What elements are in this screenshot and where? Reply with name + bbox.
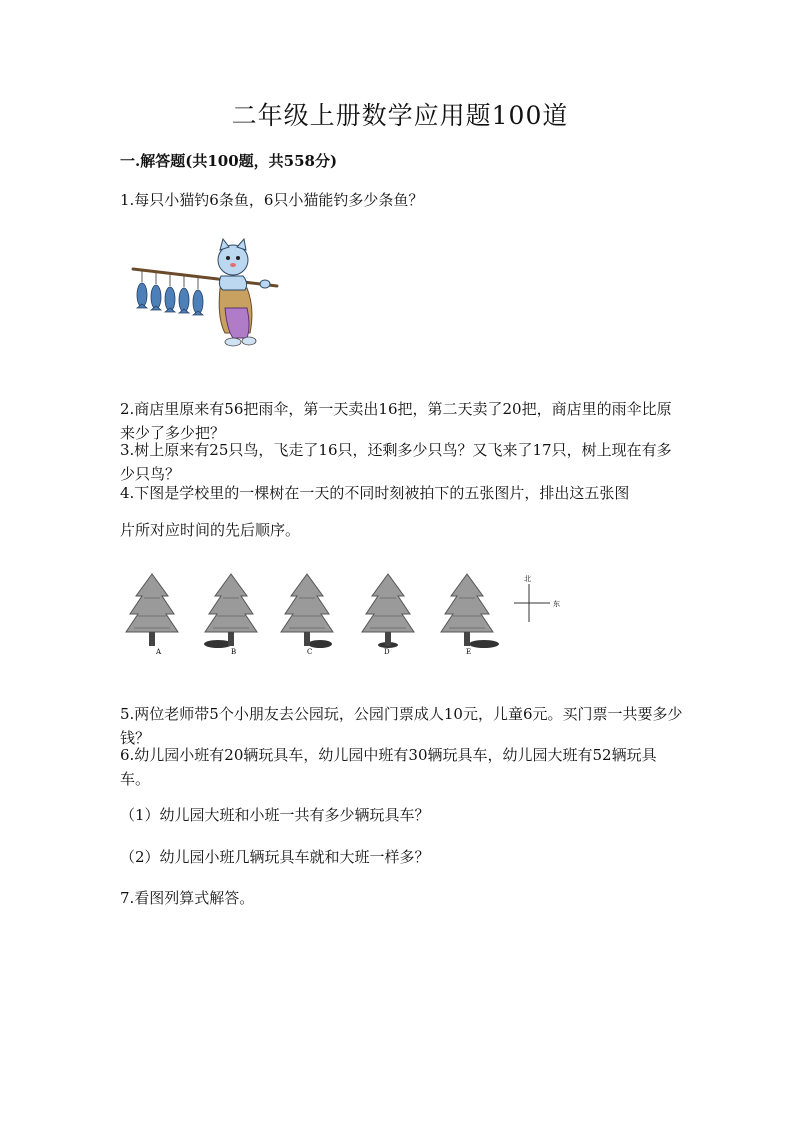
question-6-part-2: （2）幼儿园小班几辆玩具车就和大班一样多？ — [120, 848, 430, 866]
question-1: 1.每只小猫钓6条鱼，6只小猫能钓多少条鱼？ — [120, 191, 424, 209]
page-title: 二年级上册数学应用题100道 — [231, 101, 569, 130]
compass-east-label: 东 — [553, 600, 560, 608]
tree-label-b: B — [231, 648, 237, 656]
compass — [514, 584, 550, 622]
tree-a — [126, 574, 178, 656]
question-6: 6.幼儿园小班有20辆玩具车，幼儿园中班有30辆玩具车，幼儿园大班有52辆玩具车。 — [120, 746, 657, 788]
cat-figure — [218, 239, 270, 346]
question-3: 3.树上原来有25只鸟，飞走了16只，还剩多少只鸟？又飞来了17只，树上现在有多少只鸟？ — [120, 441, 672, 483]
question-4: 4.下图是学校里的一棵树在一天的不同时刻被拍下的五张图片，排出这五张图 — [120, 484, 630, 502]
question-6-part-1: （1）幼儿园大班和小班一共有多少辆玩具车？ — [120, 806, 430, 824]
tree-label-e: E — [466, 648, 472, 656]
tree-d — [362, 574, 414, 656]
question-4-continued: 片所对应时间的先后顺序。 — [120, 521, 301, 539]
section-heading: 一.解答题(共100题，共558分) — [120, 152, 338, 170]
question-7: 7.看图列算式解答。 — [120, 889, 255, 907]
tree-label-a: A — [156, 648, 162, 656]
tree-label-c: C — [307, 648, 313, 656]
question-5: 5.两位老师带5个小朋友去公园玩，公园门票成人10元，儿童6元。买门票一共要多少钱？ — [120, 705, 683, 747]
tree-c — [281, 574, 333, 656]
tree-shadow-figure — [118, 570, 578, 665]
tree-label-d: D — [384, 648, 390, 656]
tree-b — [204, 574, 257, 656]
cat-fishing-illustration — [125, 238, 285, 350]
question-2: 2.商店里原来有56把雨伞，第一天卖出16把，第二天卖了20把，商店里的雨伞比原来少了多少把？ — [120, 400, 672, 442]
compass-north-label: 北 — [524, 575, 531, 583]
tree-e — [441, 574, 499, 656]
